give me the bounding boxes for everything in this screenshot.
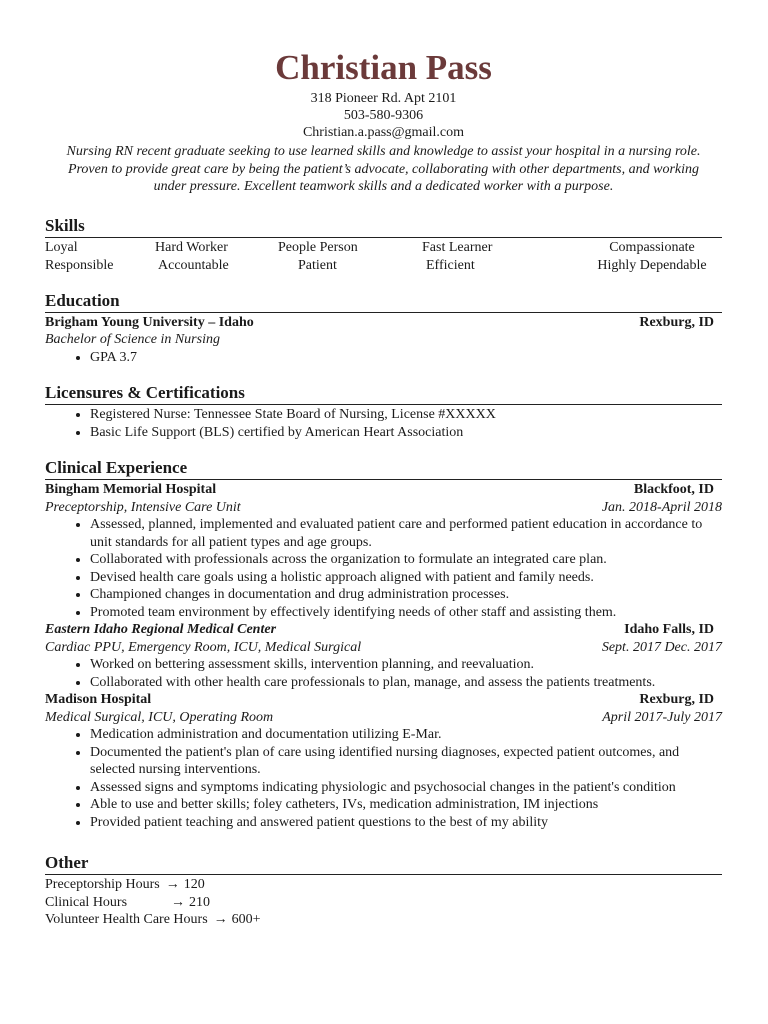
- employer-name: Eastern Idaho Regional Medical Center: [45, 622, 277, 637]
- skill-item: Highly Dependable: [597, 257, 707, 273]
- resume-header: [45, 0, 722, 196]
- employer-location: Rexburg, ID: [639, 692, 714, 707]
- clinical-section: [45, 458, 722, 831]
- education-entry-header: [45, 314, 722, 332]
- other-heading: Other: [45, 853, 722, 875]
- skill-item: Patient: [298, 257, 337, 273]
- list-item: • Documented the patient's plan of care using identified nursing diagnoses, expected patient outcomes, and selected nursing interventions.: [90, 744, 722, 779]
- clinical-entry-header: [45, 481, 722, 499]
- clinical-heading: Clinical Experience: [45, 458, 722, 480]
- skill-item: Efficient: [426, 257, 475, 273]
- licensures-heading: Licensures & Certifications: [45, 383, 722, 405]
- employer-name: Madison Hospital: [45, 692, 152, 707]
- skills-section: [45, 216, 722, 275]
- clinical-entry-header: [45, 691, 722, 709]
- skill-item: Compassionate: [609, 239, 695, 255]
- other-item: [45, 876, 722, 894]
- other-item-value: 210: [189, 894, 210, 910]
- skills-grid: [45, 239, 722, 275]
- other-section: [45, 853, 722, 929]
- education-bullets: [45, 349, 722, 367]
- other-list: [45, 876, 722, 929]
- list-item: • Worked on bettering assessment skills, intervention planning, and reevaluation.: [90, 656, 722, 674]
- clinical-entry: [45, 481, 722, 621]
- list-item: • Able to use and better skills; foley catheters, IVs, medication administration, IM injections: [90, 796, 722, 814]
- list-item: • Basic Life Support (BLS) certified by American Heart Association: [90, 424, 722, 442]
- skill-item: Hard Worker: [155, 239, 228, 255]
- role: Medical Surgical, ICU, Operating Room: [45, 709, 274, 725]
- candidate-name: Christian Pass: [275, 48, 492, 87]
- clinical-entry-role: [45, 639, 722, 657]
- skill-item: Fast Learner: [422, 239, 493, 255]
- employer-name: Bingham Memorial Hospital: [45, 482, 217, 497]
- list-item: • Devised health care goals using a holistic approach aligned with patient and family needs.: [90, 569, 722, 587]
- clinical-bullets: [45, 656, 722, 691]
- school-name: Brigham Young University – Idaho: [45, 314, 254, 330]
- arrow-right-icon: →: [171, 894, 185, 910]
- address: 318 Pioneer Rd. Apt 2101: [310, 91, 457, 106]
- degree: Bachelor of Science in Nursing: [45, 332, 220, 347]
- education-section: [45, 291, 722, 367]
- clinical-bullets: [45, 726, 722, 831]
- other-item-label: Clinical Hours: [45, 894, 128, 910]
- list-item: • Collaborated with professionals across the organization to formulate an integrated care plan.: [90, 551, 722, 569]
- clinical-entry: [45, 691, 722, 831]
- other-item: [45, 894, 722, 912]
- other-item-label: Volunteer Health Care Hours: [45, 912, 208, 927]
- skill-item: Responsible: [45, 257, 114, 273]
- licensures-section: [45, 383, 722, 441]
- list-item: • Collaborated with other health care professionals to plan, manage, and assess the patients treatments.: [90, 674, 722, 692]
- list-item: • GPA 3.7: [90, 349, 722, 367]
- clinical-entry-header: [45, 621, 722, 639]
- licensure-bullets: [45, 406, 722, 441]
- skills-row: [45, 257, 722, 275]
- professional-summary: Nursing RN recent graduate seeking to use learned skills and knowledge to assist your hospital in a nursing role. Proven to provide great care by being the patient’s advocate, collaborating with other departments, and working under pressure. Excellent teamwork skills and a dedicated worker with a purpose.: [66, 144, 701, 194]
- list-item: • Medication administration and documentation utilizing E-Mar.: [90, 726, 722, 744]
- list-item: • Provided patient teaching and answered patient questions to the best of my ability: [90, 814, 722, 832]
- other-item: [45, 911, 722, 929]
- dates: Jan. 2018-April 2018: [601, 499, 722, 515]
- skills-heading: Skills: [45, 216, 722, 238]
- employer-location: Idaho Falls, ID: [624, 622, 714, 637]
- email-address: Christian.a.pass@gmail.com: [302, 125, 465, 140]
- skills-row: [45, 239, 722, 257]
- arrow-right-icon: →: [165, 877, 180, 892]
- list-item: • Assessed, planned, implemented and evaluated patient care and performed patient education in accordance to unit standards for all patient types and age groups.: [90, 516, 722, 551]
- skill-item: Accountable: [158, 257, 229, 273]
- other-item-value: 600+: [231, 912, 261, 927]
- clinical-entry: [45, 621, 722, 691]
- dates: Sept. 2017 Dec. 2017: [601, 639, 722, 655]
- employer-location: Blackfoot, ID: [633, 482, 714, 497]
- arrow-right-icon: →: [213, 912, 228, 927]
- phone-number: 503-580-9306: [343, 108, 424, 123]
- clinical-entry-role: [45, 499, 722, 517]
- list-item: • Registered Nurse: Tennessee State Board of Nursing, License #XXXXX: [90, 406, 722, 424]
- role: Preceptorship, Intensive Care Unit: [45, 499, 241, 515]
- skill-item: People Person: [278, 239, 358, 255]
- list-item: • Championed changes in documentation and drug administration processes.: [90, 586, 722, 604]
- other-item-value: 120: [183, 877, 205, 892]
- school-location: Rexburg, ID: [639, 314, 714, 330]
- skill-item: Loyal: [45, 239, 78, 255]
- role: Cardiac PPU, Emergency Room, ICU, Medical Surgical: [45, 639, 362, 655]
- clinical-bullets: [45, 516, 722, 621]
- other-item-label: Preceptorship Hours: [45, 877, 160, 892]
- list-item: • Assessed signs and symptoms indicating physiologic and psychosocial changes in the patient's condition: [90, 779, 722, 797]
- list-item: • Promoted team environment by effectively identifying needs of other staff and assisting them.: [90, 604, 722, 622]
- clinical-entry-role: [45, 709, 722, 727]
- dates: April 2017-July 2017: [602, 709, 722, 725]
- education-heading: Education: [45, 291, 722, 313]
